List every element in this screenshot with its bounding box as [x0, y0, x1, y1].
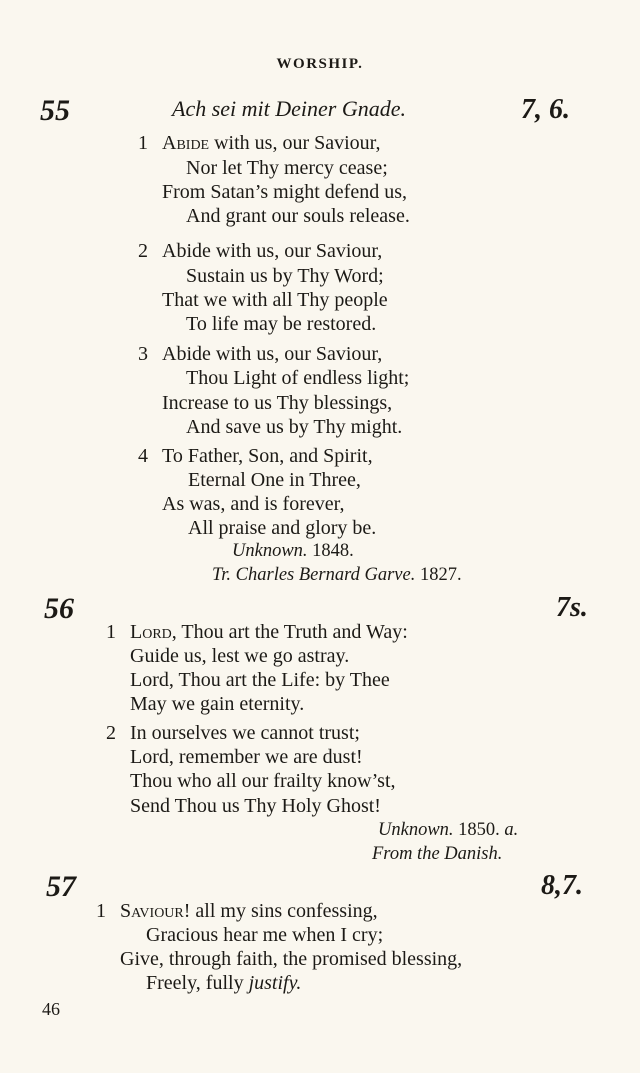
author-name: Unknown.: [232, 541, 308, 561]
stanza-number: 1: [138, 132, 148, 154]
verse-line: In ourselves we cannot trust;: [130, 722, 360, 744]
lead-word: Saviour: [120, 900, 184, 922]
running-header: WORSHIP.: [276, 56, 364, 72]
author-name: Unknown.: [378, 820, 454, 840]
stanza-number: 4: [138, 445, 148, 467]
attribution-author: [232, 542, 354, 561]
line-rest: ! all my sins confessing,: [183, 900, 378, 922]
verse-line: To Father, Son, and Spirit,: [162, 445, 373, 467]
line-rest: with us, our Saviour,: [209, 132, 381, 154]
page-number: 46: [42, 999, 60, 1019]
verse-line: [146, 973, 301, 993]
verse-line: Abide with us, our Saviour,: [162, 343, 383, 365]
author-suffix: a.: [504, 820, 519, 840]
attribution-source: [372, 845, 502, 864]
verse-line: Nor let Thy mercy cease;: [186, 157, 388, 179]
verse-line: From Satan’s might defend us,: [162, 181, 407, 203]
italic-word: justify.: [248, 972, 302, 994]
attribution-author: [378, 821, 518, 840]
stanza-number: 2: [106, 722, 116, 744]
verse-line: [162, 133, 381, 153]
hymn-meter: 8,7.: [541, 870, 583, 901]
verse-line: Give, through faith, the promised blessing,: [120, 948, 463, 970]
stanza-number: 3: [138, 343, 148, 365]
lead-word: Abide: [162, 132, 210, 154]
verse-line: Gracious hear me when I cry;: [146, 924, 384, 946]
stanza-number: 1: [106, 621, 116, 643]
verse-line: Abide with us, our Saviour,: [162, 240, 383, 262]
verse-line: All praise and glory be.: [188, 517, 377, 539]
verse-line: Lord, remember we are dust!: [130, 746, 363, 768]
verse-line: And save us by Thy might.: [186, 416, 403, 438]
stanza-number: 2: [138, 240, 148, 262]
verse-line: That we with all Thy people: [162, 289, 388, 311]
verse-line: Guide us, lest we go astray.: [130, 645, 350, 667]
author-year: 1850.: [458, 820, 500, 840]
author-year: 1848.: [312, 541, 354, 561]
verse-line: [120, 901, 378, 921]
verse-line: Lord, Thou art the Life: by Thee: [130, 669, 390, 691]
verse-line: Eternal One in Three,: [188, 469, 361, 491]
verse-line: Send Thou us Thy Holy Ghost!: [130, 795, 381, 817]
verse-line: To life may be restored.: [186, 313, 377, 335]
lead-word: Lord: [130, 621, 172, 643]
hymn-number: 57: [46, 870, 76, 903]
hymn-meter: 7, 6.: [521, 94, 570, 125]
translator-year: 1827.: [419, 565, 462, 585]
source-name: From the Danish.: [372, 844, 503, 864]
translator-name: Tr. Charles Bernard Garve.: [212, 565, 416, 585]
verse-line: [130, 622, 408, 642]
verse-line: Increase to us Thy blessings,: [162, 392, 393, 414]
hymn-number: 56: [44, 592, 74, 625]
hymn-number: 55: [40, 94, 70, 127]
hymn-meter: 7s.: [556, 592, 588, 623]
verse-line: May we gain eternity.: [130, 693, 305, 715]
tune-name: Ach sei mit Deiner Gnade.: [172, 96, 406, 121]
line-rest: , Thou art the Truth and Way:: [171, 621, 408, 643]
verse-line: Thou who all our frailty know’st,: [130, 770, 396, 792]
attribution-translator: [212, 566, 462, 585]
verse-line: As was, and is forever,: [162, 493, 345, 515]
verse-line: And grant our souls release.: [186, 205, 410, 227]
line-start: Freely, fully: [146, 972, 249, 994]
stanza-number: 1: [96, 900, 106, 922]
verse-line: Sustain us by Thy Word;: [186, 265, 384, 287]
verse-line: Thou Light of endless light;: [186, 367, 410, 389]
